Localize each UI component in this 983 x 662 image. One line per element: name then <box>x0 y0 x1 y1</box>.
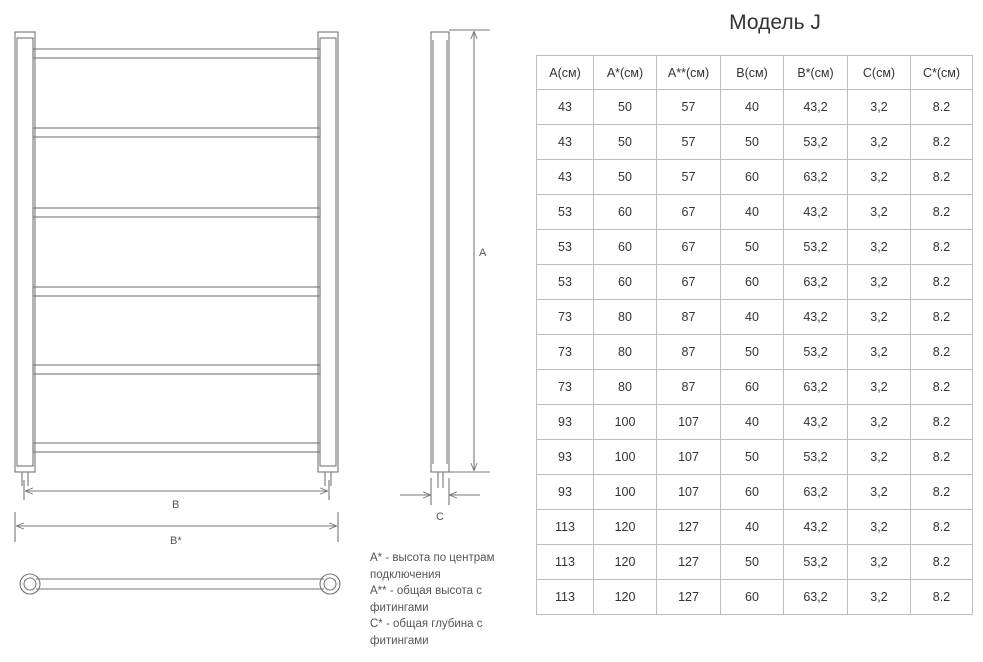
cell-b: 60 <box>721 160 784 195</box>
cell-a: 73 <box>537 370 594 405</box>
table-row <box>537 265 973 300</box>
cell-c: 3,2 <box>848 265 911 300</box>
cell-a-double-star: 107 <box>657 440 721 475</box>
cell-c: 3,2 <box>848 545 911 580</box>
cell-c: 3,2 <box>848 300 911 335</box>
cell-a-double-star: 87 <box>657 335 721 370</box>
cell-a-double-star: 127 <box>657 510 721 545</box>
cell-a-star: 120 <box>594 510 657 545</box>
cell-b: 50 <box>721 440 784 475</box>
dimensions-table <box>536 55 973 615</box>
cell-a: 73 <box>537 300 594 335</box>
table-row <box>537 440 973 475</box>
dimension-b <box>24 480 329 500</box>
cell-a-star: 120 <box>594 545 657 580</box>
table-row <box>537 300 973 335</box>
cell-b: 40 <box>721 405 784 440</box>
side-view <box>400 30 490 505</box>
cell-b-star: 63,2 <box>784 475 848 510</box>
cell-a-double-star: 87 <box>657 300 721 335</box>
cell-b-star: 43,2 <box>784 300 848 335</box>
cell-a: 93 <box>537 405 594 440</box>
cell-b: 40 <box>721 510 784 545</box>
table-row <box>537 230 973 265</box>
cell-b: 50 <box>721 230 784 265</box>
cell-c-star: 8.2 <box>911 125 973 160</box>
cell-c: 3,2 <box>848 405 911 440</box>
cell-a-double-star: 67 <box>657 265 721 300</box>
dimension-label-b-total: B* <box>170 535 182 547</box>
cell-a-double-star: 57 <box>657 125 721 160</box>
cell-b: 50 <box>721 335 784 370</box>
cell-b: 60 <box>721 370 784 405</box>
cell-b: 50 <box>721 125 784 160</box>
cell-c-star: 8.2 <box>911 545 973 580</box>
cell-b-star: 53,2 <box>784 125 848 160</box>
cell-a-double-star: 127 <box>657 580 721 615</box>
cell-b-star: 53,2 <box>784 230 848 265</box>
table-body <box>537 90 973 615</box>
cell-c-star: 8.2 <box>911 160 973 195</box>
cell-b-star: 63,2 <box>784 370 848 405</box>
cell-a-double-star: 107 <box>657 475 721 510</box>
cell-a-star: 50 <box>594 125 657 160</box>
cell-a-star: 50 <box>594 90 657 125</box>
dimension-label-c: C <box>436 511 444 523</box>
cell-c-star: 8.2 <box>911 230 973 265</box>
table-row <box>537 545 973 580</box>
table-header-row <box>537 56 973 90</box>
cell-b: 40 <box>721 195 784 230</box>
cell-c: 3,2 <box>848 475 911 510</box>
table-row <box>537 90 973 125</box>
table-row <box>537 580 973 615</box>
cell-c-star: 8.2 <box>911 335 973 370</box>
cell-c-star: 8.2 <box>911 440 973 475</box>
cell-a-star: 80 <box>594 300 657 335</box>
cell-c-star: 8.2 <box>911 265 973 300</box>
cell-c: 3,2 <box>848 580 911 615</box>
header-a: A(см) <box>537 56 594 90</box>
cell-a: 43 <box>537 125 594 160</box>
cell-c: 3,2 <box>848 90 911 125</box>
cell-c: 3,2 <box>848 160 911 195</box>
cell-c-star: 8.2 <box>911 195 973 230</box>
cell-a: 53 <box>537 195 594 230</box>
cell-b-star: 63,2 <box>784 580 848 615</box>
cell-a: 43 <box>537 160 594 195</box>
cell-a-star: 80 <box>594 335 657 370</box>
header-b: B(см) <box>721 56 784 90</box>
table-row <box>537 125 973 160</box>
cell-a-star: 80 <box>594 370 657 405</box>
cell-b: 60 <box>721 475 784 510</box>
cell-a: 43 <box>537 90 594 125</box>
table-row <box>537 335 973 370</box>
table-row <box>537 405 973 440</box>
cell-b: 50 <box>721 545 784 580</box>
table-row <box>537 195 973 230</box>
cell-b-star: 53,2 <box>784 335 848 370</box>
footnotes <box>370 550 520 649</box>
cell-a: 113 <box>537 580 594 615</box>
cell-c: 3,2 <box>848 195 911 230</box>
table-row <box>537 160 973 195</box>
header-a-star: A*(см) <box>594 56 657 90</box>
cell-a-star: 60 <box>594 230 657 265</box>
cell-a-star: 100 <box>594 405 657 440</box>
cell-a-double-star: 57 <box>657 90 721 125</box>
cell-a-double-star: 67 <box>657 230 721 265</box>
header-c: C(см) <box>848 56 911 90</box>
footnote-a-star: A* - высота по центрам подключения <box>370 552 495 581</box>
cell-c-star: 8.2 <box>911 475 973 510</box>
header-a-double-star: A**(см) <box>657 56 721 90</box>
cell-c-star: 8.2 <box>911 580 973 615</box>
dimension-label-b: B <box>172 499 180 511</box>
cell-b-star: 43,2 <box>784 405 848 440</box>
cell-c-star: 8.2 <box>911 510 973 545</box>
header-c-star: C*(см) <box>911 56 973 90</box>
cell-a-star: 60 <box>594 265 657 300</box>
cell-c-star: 8.2 <box>911 370 973 405</box>
cell-a: 93 <box>537 475 594 510</box>
cell-c: 3,2 <box>848 510 911 545</box>
cell-c: 3,2 <box>848 440 911 475</box>
cell-c: 3,2 <box>848 370 911 405</box>
cell-a: 73 <box>537 335 594 370</box>
cell-c: 3,2 <box>848 335 911 370</box>
table-row <box>537 475 973 510</box>
cell-b-star: 43,2 <box>784 510 848 545</box>
footnote-c-star: C* - общая глубина с фитингами <box>370 618 483 647</box>
cell-c-star: 8.2 <box>911 300 973 335</box>
cell-b: 40 <box>721 300 784 335</box>
table-row <box>537 510 973 545</box>
header-b-star: B*(см) <box>784 56 848 90</box>
cell-b-star: 53,2 <box>784 440 848 475</box>
cell-a-double-star: 87 <box>657 370 721 405</box>
cell-a-double-star: 57 <box>657 160 721 195</box>
cell-a-star: 100 <box>594 475 657 510</box>
cell-a-double-star: 107 <box>657 405 721 440</box>
front-view <box>15 32 338 486</box>
footnote-a-double-star: A** - общая высота с фитингами <box>370 585 482 614</box>
cell-a: 53 <box>537 230 594 265</box>
cell-b-star: 53,2 <box>784 545 848 580</box>
cell-b-star: 43,2 <box>784 90 848 125</box>
cell-a-star: 50 <box>594 160 657 195</box>
cell-a: 53 <box>537 265 594 300</box>
cell-b: 60 <box>721 580 784 615</box>
cell-b-star: 43,2 <box>784 195 848 230</box>
cell-b: 40 <box>721 90 784 125</box>
dimension-label-a: A <box>479 247 487 259</box>
cell-c-star: 8.2 <box>911 405 973 440</box>
cell-a: 113 <box>537 510 594 545</box>
cell-b: 60 <box>721 265 784 300</box>
cell-a: 113 <box>537 545 594 580</box>
cell-a-star: 100 <box>594 440 657 475</box>
cell-a-star: 60 <box>594 195 657 230</box>
cell-b-star: 63,2 <box>784 160 848 195</box>
table-row <box>537 370 973 405</box>
cell-a: 93 <box>537 440 594 475</box>
cell-b-star: 63,2 <box>784 265 848 300</box>
cell-c: 3,2 <box>848 125 911 160</box>
cell-a-double-star: 67 <box>657 195 721 230</box>
model-title: Модель J <box>729 11 821 34</box>
cell-a-double-star: 127 <box>657 545 721 580</box>
cell-c-star: 8.2 <box>911 90 973 125</box>
top-view <box>20 574 340 594</box>
cell-a-star: 120 <box>594 580 657 615</box>
cell-c: 3,2 <box>848 230 911 265</box>
